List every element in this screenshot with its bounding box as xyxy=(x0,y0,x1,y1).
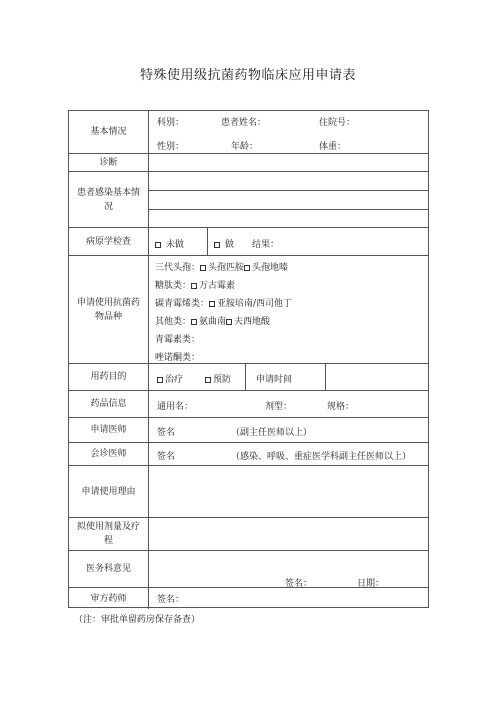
consult-requirement-note: （感染、呼吸、重症医学科副主任医师以上） xyxy=(231,452,412,462)
row-drug-type xyxy=(69,255,428,363)
drug-line xyxy=(155,332,200,345)
drug-line xyxy=(155,278,235,291)
checkbox-icon[interactable] xyxy=(157,377,163,383)
age-field[interactable]: 年龄： xyxy=(231,142,259,152)
row-infection xyxy=(69,171,428,227)
label-infection: 患者感染基本情况 xyxy=(69,172,149,227)
drug-line-prefix: 唑诺酮类： xyxy=(155,353,201,363)
apply-time-label-cell xyxy=(245,364,325,390)
treat-label: 治疗 xyxy=(165,375,184,385)
page-title: 特殊使用级抗菌药物临床应用申请表 xyxy=(139,68,356,83)
application-form xyxy=(68,110,429,608)
drug-option[interactable]: 亚胺培南/西司他丁 xyxy=(217,299,293,309)
checkbox-icon[interactable] xyxy=(191,283,197,289)
drug-option[interactable]: 头孢匹胺 xyxy=(208,263,245,273)
medical-sign-field[interactable]: 签名： xyxy=(285,579,313,589)
label-pharmacist: 审方药师 xyxy=(69,588,149,609)
label-pathogen: 病原学检查 xyxy=(69,228,149,255)
row-dosage xyxy=(69,517,428,550)
checkbox-icon[interactable] xyxy=(205,377,211,383)
medical-date-field[interactable]: 日期： xyxy=(357,579,385,589)
purpose-options-cell xyxy=(149,364,245,390)
row-pharmacist xyxy=(69,587,428,609)
checkbox-icon[interactable] xyxy=(244,265,250,271)
drug-option[interactable]: 头孢地嗪 xyxy=(252,263,289,273)
label-dosage: 拟使用剂量及疗程 xyxy=(69,518,149,550)
row-drug-info xyxy=(69,390,428,417)
dosage-input[interactable] xyxy=(149,518,428,550)
drug-line xyxy=(155,260,288,273)
not-done-option[interactable] xyxy=(155,237,184,250)
label-basic-info: 基本情况 xyxy=(69,111,149,153)
drug-type-list xyxy=(149,256,428,363)
drug-option[interactable]: 夫西地酸 xyxy=(234,317,271,327)
doctor-requirement-note: （副主任医师以上） xyxy=(231,428,313,438)
label-diagnosis: 诊断 xyxy=(69,154,149,171)
row-purpose xyxy=(69,363,428,390)
checkbox-icon[interactable] xyxy=(214,242,220,248)
apply-time-input[interactable] xyxy=(325,364,428,390)
done-label: 做 xyxy=(224,240,234,250)
drug-line xyxy=(155,296,292,309)
row-medical xyxy=(69,550,428,587)
pathogen-not-done-cell xyxy=(149,228,207,255)
sex-field[interactable]: 性别： xyxy=(157,142,185,152)
done-option[interactable] xyxy=(214,237,234,250)
drug-line-prefix: 三代头孢： xyxy=(155,263,201,273)
patient-name-field[interactable]: 患者姓名： xyxy=(221,118,267,128)
diagnosis-input[interactable] xyxy=(149,154,428,171)
dept-field[interactable]: 科别： xyxy=(157,118,185,128)
drug-option[interactable]: 万古霉素 xyxy=(199,281,236,291)
drug-line xyxy=(155,350,200,363)
row-doctor xyxy=(69,417,428,442)
spec-field[interactable]: 规格： xyxy=(327,402,355,412)
inpatient-no-field[interactable]: 住院号： xyxy=(319,118,356,128)
drug-line-prefix: 其他类： xyxy=(155,317,192,327)
checkbox-icon[interactable] xyxy=(200,265,206,271)
apply-time-label: 申请时间 xyxy=(256,375,293,385)
checkbox-icon[interactable] xyxy=(226,319,232,325)
dosage-form-field[interactable]: 剂型： xyxy=(265,402,293,412)
row-diagnosis xyxy=(69,153,428,171)
checkbox-icon[interactable] xyxy=(191,319,197,325)
generic-name-field[interactable]: 通用名： xyxy=(157,402,194,412)
treat-option[interactable] xyxy=(157,372,183,385)
row-basic-info xyxy=(69,111,428,153)
footnote: （注：审批单留药房保存备查） xyxy=(74,615,201,625)
pathogen-result-field[interactable]: 结果： xyxy=(252,240,280,250)
consult-sign-field[interactable]: 签名 xyxy=(157,452,176,462)
drug-line-prefix: 青霉素类： xyxy=(155,335,201,345)
checkbox-icon[interactable] xyxy=(209,301,215,307)
row-reason xyxy=(69,465,428,517)
prevent-label: 预防 xyxy=(213,375,232,385)
doctor-sign-field[interactable]: 签名 xyxy=(157,428,176,438)
drug-option[interactable]: 氨曲南 xyxy=(199,317,227,327)
reason-input[interactable] xyxy=(149,466,428,517)
pharmacist-sign-field[interactable]: 签名： xyxy=(157,595,185,605)
drug-line xyxy=(155,314,270,327)
drug-line-prefix: 糖肽类： xyxy=(155,281,192,291)
label-reason: 申请使用理由 xyxy=(69,466,149,517)
weight-field[interactable]: 体重： xyxy=(319,142,347,152)
label-drug-info: 药品信息 xyxy=(69,391,149,417)
row-consult xyxy=(69,442,428,465)
label-medical: 医务科意见 xyxy=(69,551,149,587)
drug-line-prefix: 碳青霉烯类： xyxy=(155,299,210,309)
prevent-option[interactable] xyxy=(205,372,231,385)
label-doctor: 申请医师 xyxy=(69,418,149,442)
label-drug-type: 申请使用抗菌药物品种 xyxy=(69,256,149,363)
row-pathogen xyxy=(69,227,428,255)
label-purpose: 用药目的 xyxy=(69,364,149,390)
label-consult: 会诊医师 xyxy=(69,443,149,465)
not-done-label: 未做 xyxy=(165,240,184,250)
infection-input[interactable] xyxy=(149,172,428,227)
checkbox-icon[interactable] xyxy=(155,242,161,248)
pathogen-done-cell xyxy=(207,228,428,255)
